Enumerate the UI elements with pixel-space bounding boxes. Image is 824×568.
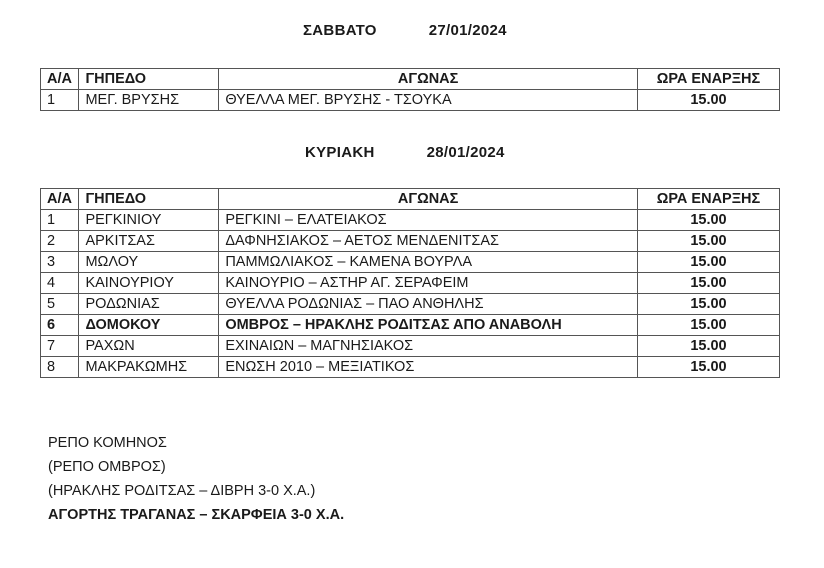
cell-field: ΑΡΚΙΤΣΑΣ: [79, 231, 219, 252]
cell-time: 15.00: [637, 315, 779, 336]
cell-match: ΕΧΙΝΑΙΩΝ – ΜΑΓΝΗΣΙΑΚΟΣ: [219, 336, 638, 357]
note-line-1: ΡΕΠΟ ΚΟΜΗΝΟΣ: [48, 435, 167, 451]
table-row: [41, 273, 780, 294]
cell-aa: 8: [41, 357, 79, 378]
table-row: [41, 294, 780, 315]
table-header-row: [41, 69, 780, 90]
cell-aa: 5: [41, 294, 79, 315]
sunday-schedule-table: [40, 188, 780, 378]
note-line-4: ΑΓΟΡΤΗΣ ΤΡΑΓΑΝΑΣ – ΣΚΑΡΦΕΙΑ 3-0 Χ.Α.: [48, 507, 345, 523]
cell-time: 15.00: [637, 357, 779, 378]
saturday-heading: [303, 22, 507, 39]
cell-match: ΠΑΜΜΩΛΙΑΚΟΣ – ΚΑΜΕΝΑ ΒΟΥΡΛΑ: [219, 252, 638, 273]
sunday-day-label: ΚΥΡΙΑΚΗ: [305, 144, 375, 161]
header-time: ΩΡΑ ΕΝΑΡΞΗΣ: [637, 69, 779, 90]
saturday-date: 27/01/2024: [428, 22, 507, 39]
header-aa: Α/Α: [41, 189, 79, 210]
cell-field: ΜΕΓ. ΒΡΥΣΗΣ: [79, 90, 219, 111]
cell-field: ΔΟΜΟΚΟΥ: [79, 315, 219, 336]
cell-aa: 2: [41, 231, 79, 252]
cell-aa: 7: [41, 336, 79, 357]
cell-field: ΡΕΓΚΙΝΙΟΥ: [79, 210, 219, 231]
header-field: ΓΗΠΕΔΟ: [79, 189, 219, 210]
saturday-schedule-table: [40, 68, 780, 111]
cell-match: ΡΕΓΚΙΝΙ – ΕΛΑΤΕΙΑΚΟΣ: [219, 210, 638, 231]
table-row: [41, 210, 780, 231]
cell-time: 15.00: [637, 90, 779, 111]
header-field: ΓΗΠΕΔΟ: [79, 69, 219, 90]
saturday-day-label: ΣΑΒΒΑΤΟ: [303, 22, 377, 39]
cell-time: 15.00: [637, 273, 779, 294]
table-row: [41, 315, 780, 336]
table-row: [41, 90, 780, 111]
table-row: [41, 252, 780, 273]
cell-aa: 1: [41, 210, 79, 231]
cell-aa: 6: [41, 315, 79, 336]
table-row: [41, 336, 780, 357]
cell-match: ΕΝΩΣΗ 2010 – ΜΕΞΙΑΤΙΚΟΣ: [219, 357, 638, 378]
cell-match: ΘΥΕΛΛΑ ΜΕΓ. ΒΡΥΣΗΣ - ΤΣΟΥΚΑ: [219, 90, 638, 111]
cell-match: ΘΥΕΛΛΑ ΡΟΔΩΝΙΑΣ – ΠΑΟ ΑΝΘΗΛΗΣ: [219, 294, 638, 315]
cell-time: 15.00: [637, 336, 779, 357]
cell-match: ΔΑΦΝΗΣΙΑΚΟΣ – ΑΕΤΟΣ ΜΕΝΔΕΝΙΤΣΑΣ: [219, 231, 638, 252]
sunday-heading: [305, 144, 505, 161]
cell-aa: 3: [41, 252, 79, 273]
cell-time: 15.00: [637, 210, 779, 231]
header-match: ΑΓΩΝΑΣ: [219, 189, 638, 210]
cell-aa: 4: [41, 273, 79, 294]
cell-field: ΜΑΚΡΑΚΩΜΗΣ: [79, 357, 219, 378]
table-header-row: [41, 189, 780, 210]
note-line-3: (ΗΡΑΚΛΗΣ ΡΟΔΙΤΣΑΣ – ΔΙΒΡΗ 3-0 Χ.Α.): [48, 483, 316, 499]
cell-field: ΡΑΧΩΝ: [79, 336, 219, 357]
notes-block: [48, 431, 344, 527]
cell-match: ΚΑΙΝΟΥΡΙΟ – ΑΣΤΗΡ ΑΓ. ΣΕΡΑΦΕΙΜ: [219, 273, 638, 294]
cell-time: 15.00: [637, 231, 779, 252]
cell-match: ΟΜΒΡΟΣ – ΗΡΑΚΛΗΣ ΡΟΔΙΤΣΑΣ ΑΠΟ ΑΝΑΒΟΛΗ: [219, 315, 638, 336]
cell-time: 15.00: [637, 294, 779, 315]
cell-aa: 1: [41, 90, 79, 111]
cell-time: 15.00: [637, 252, 779, 273]
note-line-2: (ΡΕΠΟ ΟΜΒΡΟΣ): [48, 459, 166, 475]
header-aa: Α/Α: [41, 69, 79, 90]
cell-field: ΜΩΛΟΥ: [79, 252, 219, 273]
header-match: ΑΓΩΝΑΣ: [219, 69, 638, 90]
table-row: [41, 357, 780, 378]
sunday-date: 28/01/2024: [426, 144, 505, 161]
header-time: ΩΡΑ ΕΝΑΡΞΗΣ: [637, 189, 779, 210]
table-row: [41, 231, 780, 252]
cell-field: ΡΟΔΩΝΙΑΣ: [79, 294, 219, 315]
cell-field: ΚΑΙΝΟΥΡΙΟΥ: [79, 273, 219, 294]
